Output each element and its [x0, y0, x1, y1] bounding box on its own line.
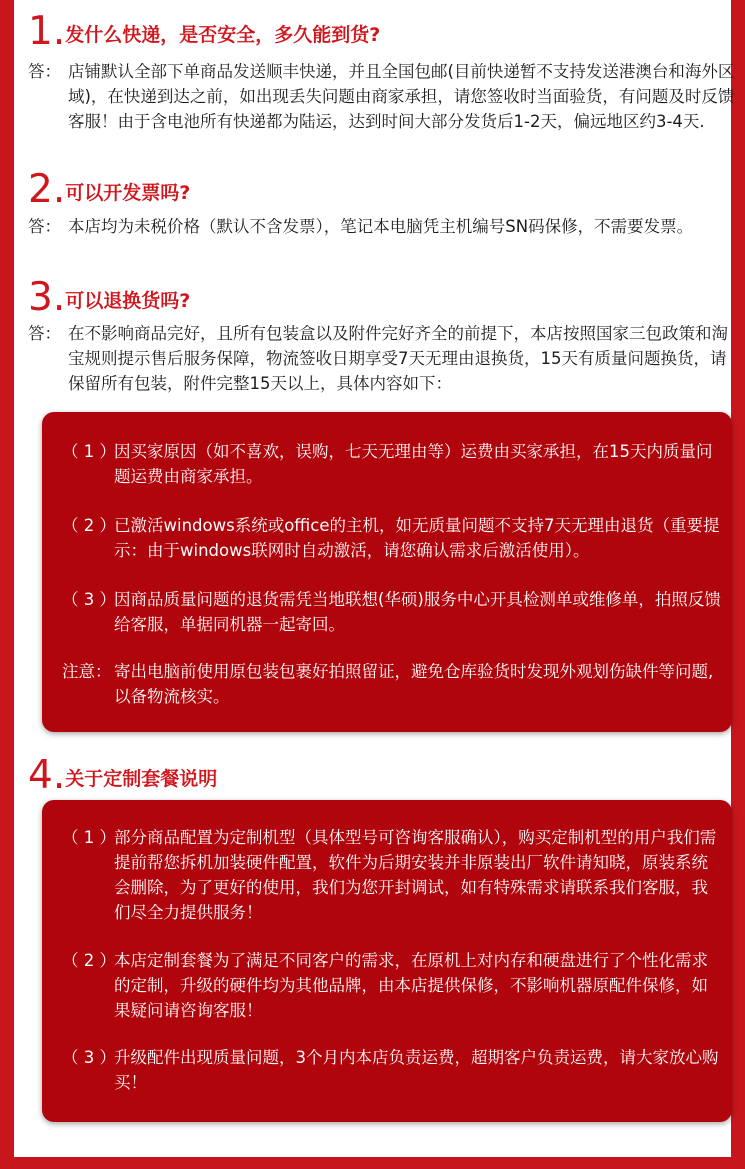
section-2-heading — [28, 160, 190, 210]
section-title: 发什么快递，是否安全，多久能到货? — [65, 24, 381, 46]
section-title: 可以开发票吗? — [65, 182, 191, 204]
section-number: 2. — [28, 167, 66, 212]
item-text: 因商品质量问题的退货需凭当地联想(华硕)服务中心开具检测单或维修单，拍照反馈给客服，单据同机器一起寄回。 — [114, 590, 721, 634]
section-1-answer — [28, 59, 738, 134]
section-title: 关于定制套餐说明 — [65, 768, 218, 790]
section-number: 4. — [28, 753, 66, 798]
answer-text: 本店均为未税价格（默认不含发票），笔记本电脑凭主机编号SN码保修，不需要发票。 — [68, 217, 694, 236]
section-4-heading — [28, 746, 217, 796]
answer-label: 答： — [28, 217, 61, 236]
answer-text: 在不影响商品完好，且所有包装盒以及附件完好齐全的前提下，本店按照国家三包政策和淘宝规则提示售后服务保障，物流签收日期享受7天无理由退换货，15天有质量问题换货，请保留所有包装，附件完整15天以上，具体内容如下： — [68, 324, 728, 393]
custom-package-box — [42, 800, 732, 1122]
section-number: 1. — [28, 9, 66, 54]
answer-text: 店铺默认全部下单商品发送顺丰快递，并且全国包邮(目前快递暂不支持发送港澳台和海外区域)，在快递到达之前，如出现丢失问题由商家承担，请您签收时当面验货，有问题及时反馈客服！由于含电池所有快递都为陆运，达到时间大部分发货后1-2天，偏远地区约3-4天. — [68, 62, 735, 131]
item-label: （ 2 ） — [62, 951, 116, 970]
answer-label: 答： — [28, 62, 61, 81]
item-label: （ 1 ） — [62, 442, 116, 461]
policy-item-2 — [62, 513, 722, 563]
custom-item-3 — [62, 1045, 722, 1095]
section-title: 可以退换货吗? — [65, 290, 191, 312]
return-policy-box — [42, 412, 732, 732]
content-sheet — [14, 0, 735, 1157]
policy-item-3 — [62, 587, 722, 637]
policy-note — [62, 659, 722, 709]
note-text: 寄出电脑前使用原包装包裹好拍照留证，避免仓库验货时发现外观划伤缺件等问题,以备物流核实。 — [114, 662, 714, 706]
item-text: 本店定制套餐为了满足不同客户的需求，在原机上对内存和硬盘进行了个性化需求的定制，升级的硬件均为其他品牌，由本店提供保修，不影响机器原配件保修，如果疑问请咨询客服！ — [114, 951, 708, 1020]
item-label: （ 3 ） — [62, 590, 116, 609]
item-text: 部分商品配置为定制机型（具体型号可咨询客服确认），购买定制机型的用户我们需提前帮您拆机加装硬件配置，软件为后期安装并非原装出厂软件请知晓，原装系统会删除，为了更好的使用，我们为您开封调试，如有特殊需求请联系我们客服，我们尽全力提供服务！ — [114, 828, 717, 922]
section-3-heading — [28, 268, 190, 318]
item-text: 升级配件出现质量问题，3个月内本店负责运费，超期客户负责运费，请大家放心购买！ — [114, 1048, 719, 1092]
custom-item-2 — [62, 948, 722, 1023]
section-1-heading — [28, 2, 380, 52]
item-label: （ 2 ） — [62, 516, 116, 535]
note-label: 注意： — [62, 662, 112, 681]
section-number: 3. — [28, 275, 66, 320]
bottom-border — [14, 1157, 731, 1169]
answer-label: 答： — [28, 324, 61, 343]
item-label: （ 1 ） — [62, 828, 116, 847]
item-label: （ 3 ） — [62, 1048, 116, 1067]
section-3-answer — [28, 321, 738, 396]
item-text: 因买家原因（如不喜欢，误购，七天无理由等）运费由买家承担，在15天内质量问题运费由商家承担。 — [114, 442, 713, 486]
custom-item-1 — [62, 825, 722, 925]
section-2-answer — [28, 214, 738, 239]
item-text: 已激活windows系统或office的主机，如无质量问题不支持7天无理由退货（重要提示：由于windows联网时自动激活，请您确认需求后激活使用）。 — [114, 516, 720, 560]
policy-item-1 — [62, 439, 722, 489]
